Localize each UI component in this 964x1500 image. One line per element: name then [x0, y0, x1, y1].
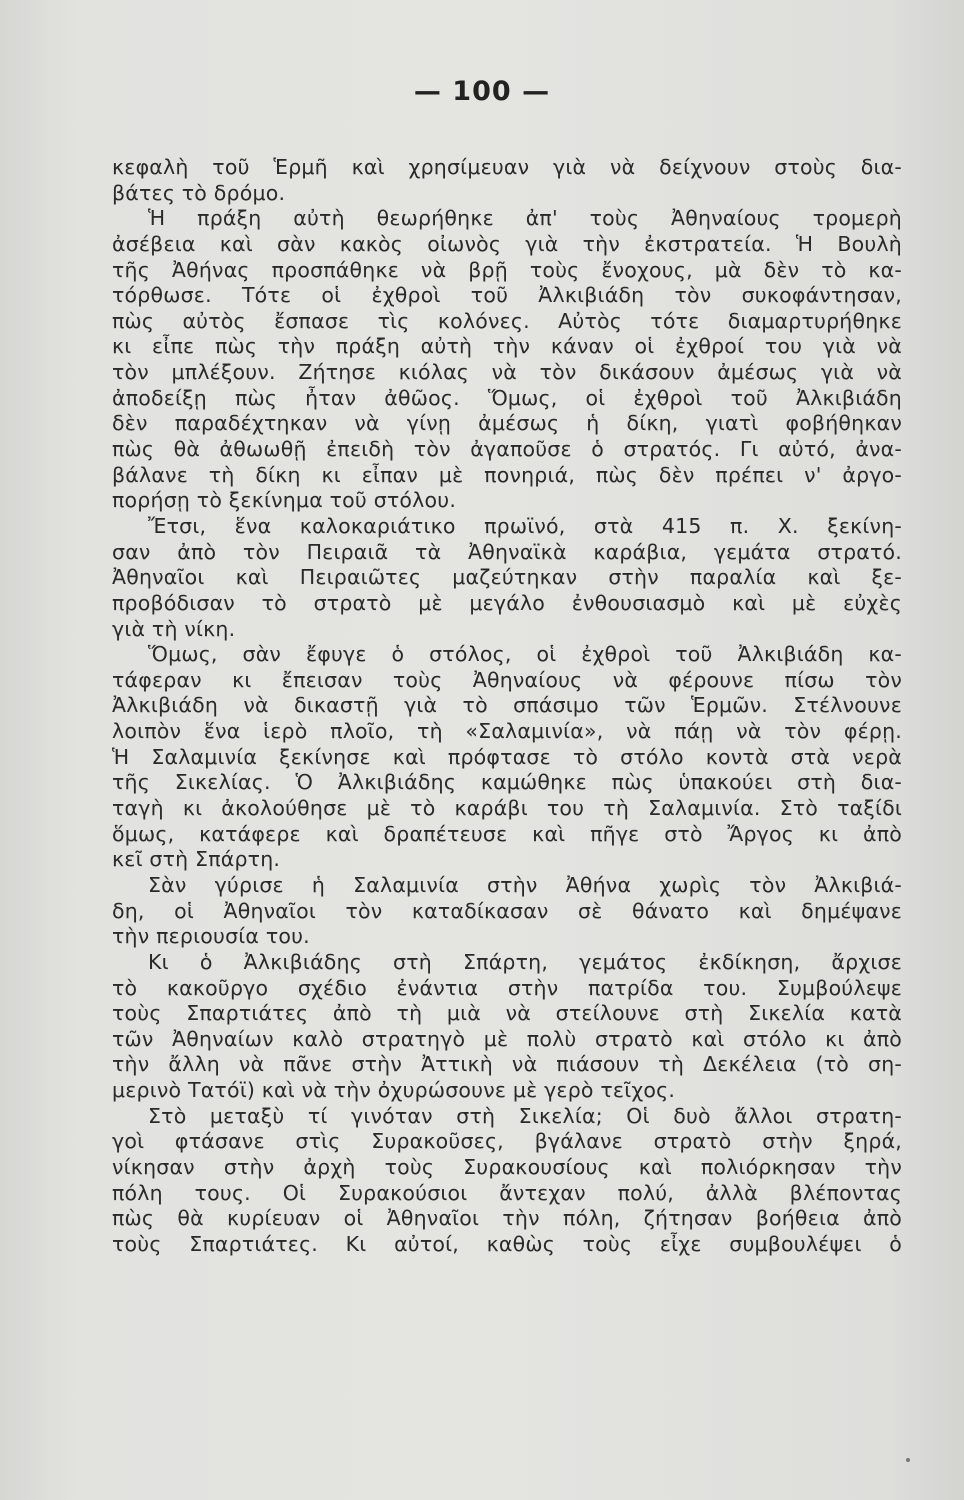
text-line: δὲν παραδέχτηκαν νὰ γίνῃ ἀμέσως ἡ δίκη, γιατὶ φοβήθηκαν	[112, 411, 902, 436]
text-line: Ἡ πράξη αὐτὴ θεωρήθηκε ἀπ' τοὺς Ἀθηναίους τρομερὴ	[148, 206, 902, 231]
text-line: πὼς θὰ ἀθωωθῇ ἐπειδὴ τὸν ἀγαποῦσε ὁ στρατός. Γι αὐτό, ἀνα-	[112, 437, 902, 462]
text-line: τῆς Σικελίας. Ὁ Ἀλκιβιάδης καμώθηκε πὼς ὑπακούει στὴ δια-	[112, 770, 902, 795]
text-line: ἀποδείξῃ πὼς ἦταν ἀθῶος. Ὅμως, οἱ ἐχθροὶ τοῦ Ἀλκιβιάδη	[112, 385, 902, 410]
text-line: Ἀθηναῖοι καὶ Πειραιῶτες μαζεύτηκαν στὴν παραλία καὶ ξε-	[112, 565, 902, 590]
text-line: τῶν Ἀθηναίων καλὸ στρατηγὸ μὲ πολὺ στρατὸ καὶ στόλο κι ἀπὸ	[112, 1026, 902, 1051]
text-line: τῆς Ἀθήνας προσπάθηκε νὰ βρῇ τοὺς ἔνοχους, μὰ δὲν τὸ κα-	[112, 257, 902, 282]
text-line: γοὶ φτάσανε στὶς Συρακοῦσες, βγάλανε στρατὸ στὴν ξηρά,	[112, 1129, 902, 1154]
text-line: πὼς αὐτὸς ἔσπασε τὶς κολόνες. Αὐτὸς τότε διαμαρτυρήθηκε	[112, 308, 902, 333]
text-line: ἀσέβεια καὶ σὰν κακὸς οἰωνὸς γιὰ τὴν ἐκστρατεία. Ἡ Βουλὴ	[112, 231, 902, 256]
text-line: προβόδισαν τὸ στρατὸ μὲ μεγάλο ἐνθουσιασμὸ καὶ μὲ εὐχὲς	[112, 590, 902, 615]
text-line: μερινὸ Τατόϊ) καὶ νὰ τὴν ὀχυρώσουνε μὲ γερὸ τεῖχος.	[112, 1078, 676, 1103]
text-line: τόρθωσε. Τότε οἱ ἐχθροὶ τοῦ Ἀλκιβιάδη τὸν συκοφάντησαν,	[112, 283, 902, 308]
text-line: Ὅμως, σὰν ἔφυγε ὁ στόλος, οἱ ἐχθροὶ τοῦ Ἀλκιβιάδη κα-	[148, 642, 902, 667]
text-line: Ἡ Σαλαμινία ξεκίνησε καὶ πρόφτασε τὸ στόλο κοντὰ στὰ νερὰ	[112, 744, 902, 769]
text-line: Κι ὁ Ἀλκιβιάδης στὴ Σπάρτη, γεμάτος ἐκδίκηση, ἄρχισε	[148, 949, 902, 974]
text-line: τὸ κακοῦργο σχέδιο ἐνάντια στὴν πατρίδα του. Συμβούλεψε	[112, 975, 902, 1000]
text-line: σαν ἀπὸ τὸν Πειραιᾶ τὰ Ἀθηναϊκὰ καράβια, γεμάτα στρατό.	[112, 539, 902, 564]
text-line: κεῖ στὴ Σπάρτη.	[112, 847, 281, 872]
text-line: νίκησαν στὴν ἀρχὴ τοὺς Συρακουσίους καὶ πολιόρκησαν τὴν	[112, 1154, 902, 1179]
paper-speck	[906, 1458, 910, 1462]
text-line: τάφεραν κι ἔπεισαν τοὺς Ἀθηναίους νὰ φέρουνε πίσω τὸν	[112, 667, 902, 692]
text-line: Ἀλκιβιάδη νὰ δικαστῇ γιὰ τὸ σπάσιμο τῶν Ἑρμῶν. Στέλνουνε	[112, 693, 902, 718]
body-text	[112, 155, 902, 1258]
page-number: — 100 —	[413, 76, 551, 107]
text-line: κεφαλὴ τοῦ Ἑρμῆ καὶ χρησίμευαν γιὰ νὰ δείχνουν στοὺς δια-	[112, 155, 902, 179]
text-line: τοὺς Σπαρτιάτες ἀπὸ τὴ μιὰ νὰ στείλουνε στὴ Σικελία κατὰ	[112, 1001, 902, 1026]
text-line: τοὺς Σπαρτιάτες. Κι αὐτοί, καθὼς τοὺς εἶχε συμβουλέψει ὁ	[112, 1231, 902, 1256]
text-line: ταγὴ κι ἀκολούθησε μὲ τὸ καράβι του τὴ Σαλαμινία. Στὸ ταξίδι	[112, 796, 902, 821]
text-line: λοιπὸν ἕνα ἱερὸ πλοῖο, τὴ «Σαλαμινία», νὰ πάῃ νὰ τὸν φέρῃ.	[112, 719, 902, 744]
text-line: δη, οἱ Ἀθηναῖοι τὸν καταδίκασαν σὲ θάνατο καὶ δημέψανε	[112, 898, 902, 923]
text-line: γιὰ τὴ νίκη.	[112, 616, 236, 641]
text-line: Στὸ μεταξὺ τί γινόταν στὴ Σικελία; Οἱ δυὸ ἄλλοι στρατη-	[148, 1103, 902, 1128]
text-line: τὴν περιουσία του.	[112, 924, 310, 949]
text-line: κι εἶπε πὼς τὴν πράξη αὐτὴ τὴν κάναν οἱ ἐχθροί του γιὰ νὰ	[112, 334, 902, 359]
text-line: πὼς θὰ κυρίευαν οἱ Ἀθηναῖοι τὴν πόλη, ζήτησαν βοήθεια ἀπὸ	[112, 1206, 902, 1231]
text-line: πορήσῃ τὸ ξεκίνημα τοῦ στόλου.	[112, 488, 457, 513]
text-line: τὴν ἄλλη νὰ πᾶνε στὴν Ἀττικὴ νὰ πιάσουν τὴ Δεκέλεια (τὸ ση-	[112, 1052, 902, 1077]
text-line: πόλη τους. Οἱ Συρακούσιοι ἄντεχαν πολύ, ἀλλὰ βλέποντας	[112, 1180, 902, 1205]
text-line: τὸν μπλέξουν. Ζήτησε κιόλας νὰ τὸν δικάσουν ἀμέσως γιὰ νὰ	[112, 360, 902, 385]
text-line: ὅμως, κατάφερε καὶ δραπέτευσε καὶ πῆγε στὸ Ἄργος κι ἀπὸ	[112, 821, 902, 846]
text-line: Ἔτσι, ἕνα καλοκαριάτικο πρωϊνό, στὰ 415 π. Χ. ξεκίνη-	[148, 513, 902, 538]
text-line: βάτες τὸ δρόμο.	[112, 180, 286, 205]
text-line: βάλανε τὴ δίκη κι εἶπαν μὲ πονηριά, πὼς δὲν πρέπει ν' ἀργο-	[112, 462, 902, 487]
text-line: Σὰν γύρισε ἡ Σαλαμινία στὴν Ἀθήνα χωρὶς τὸν Ἀλκιβιά-	[148, 872, 902, 897]
